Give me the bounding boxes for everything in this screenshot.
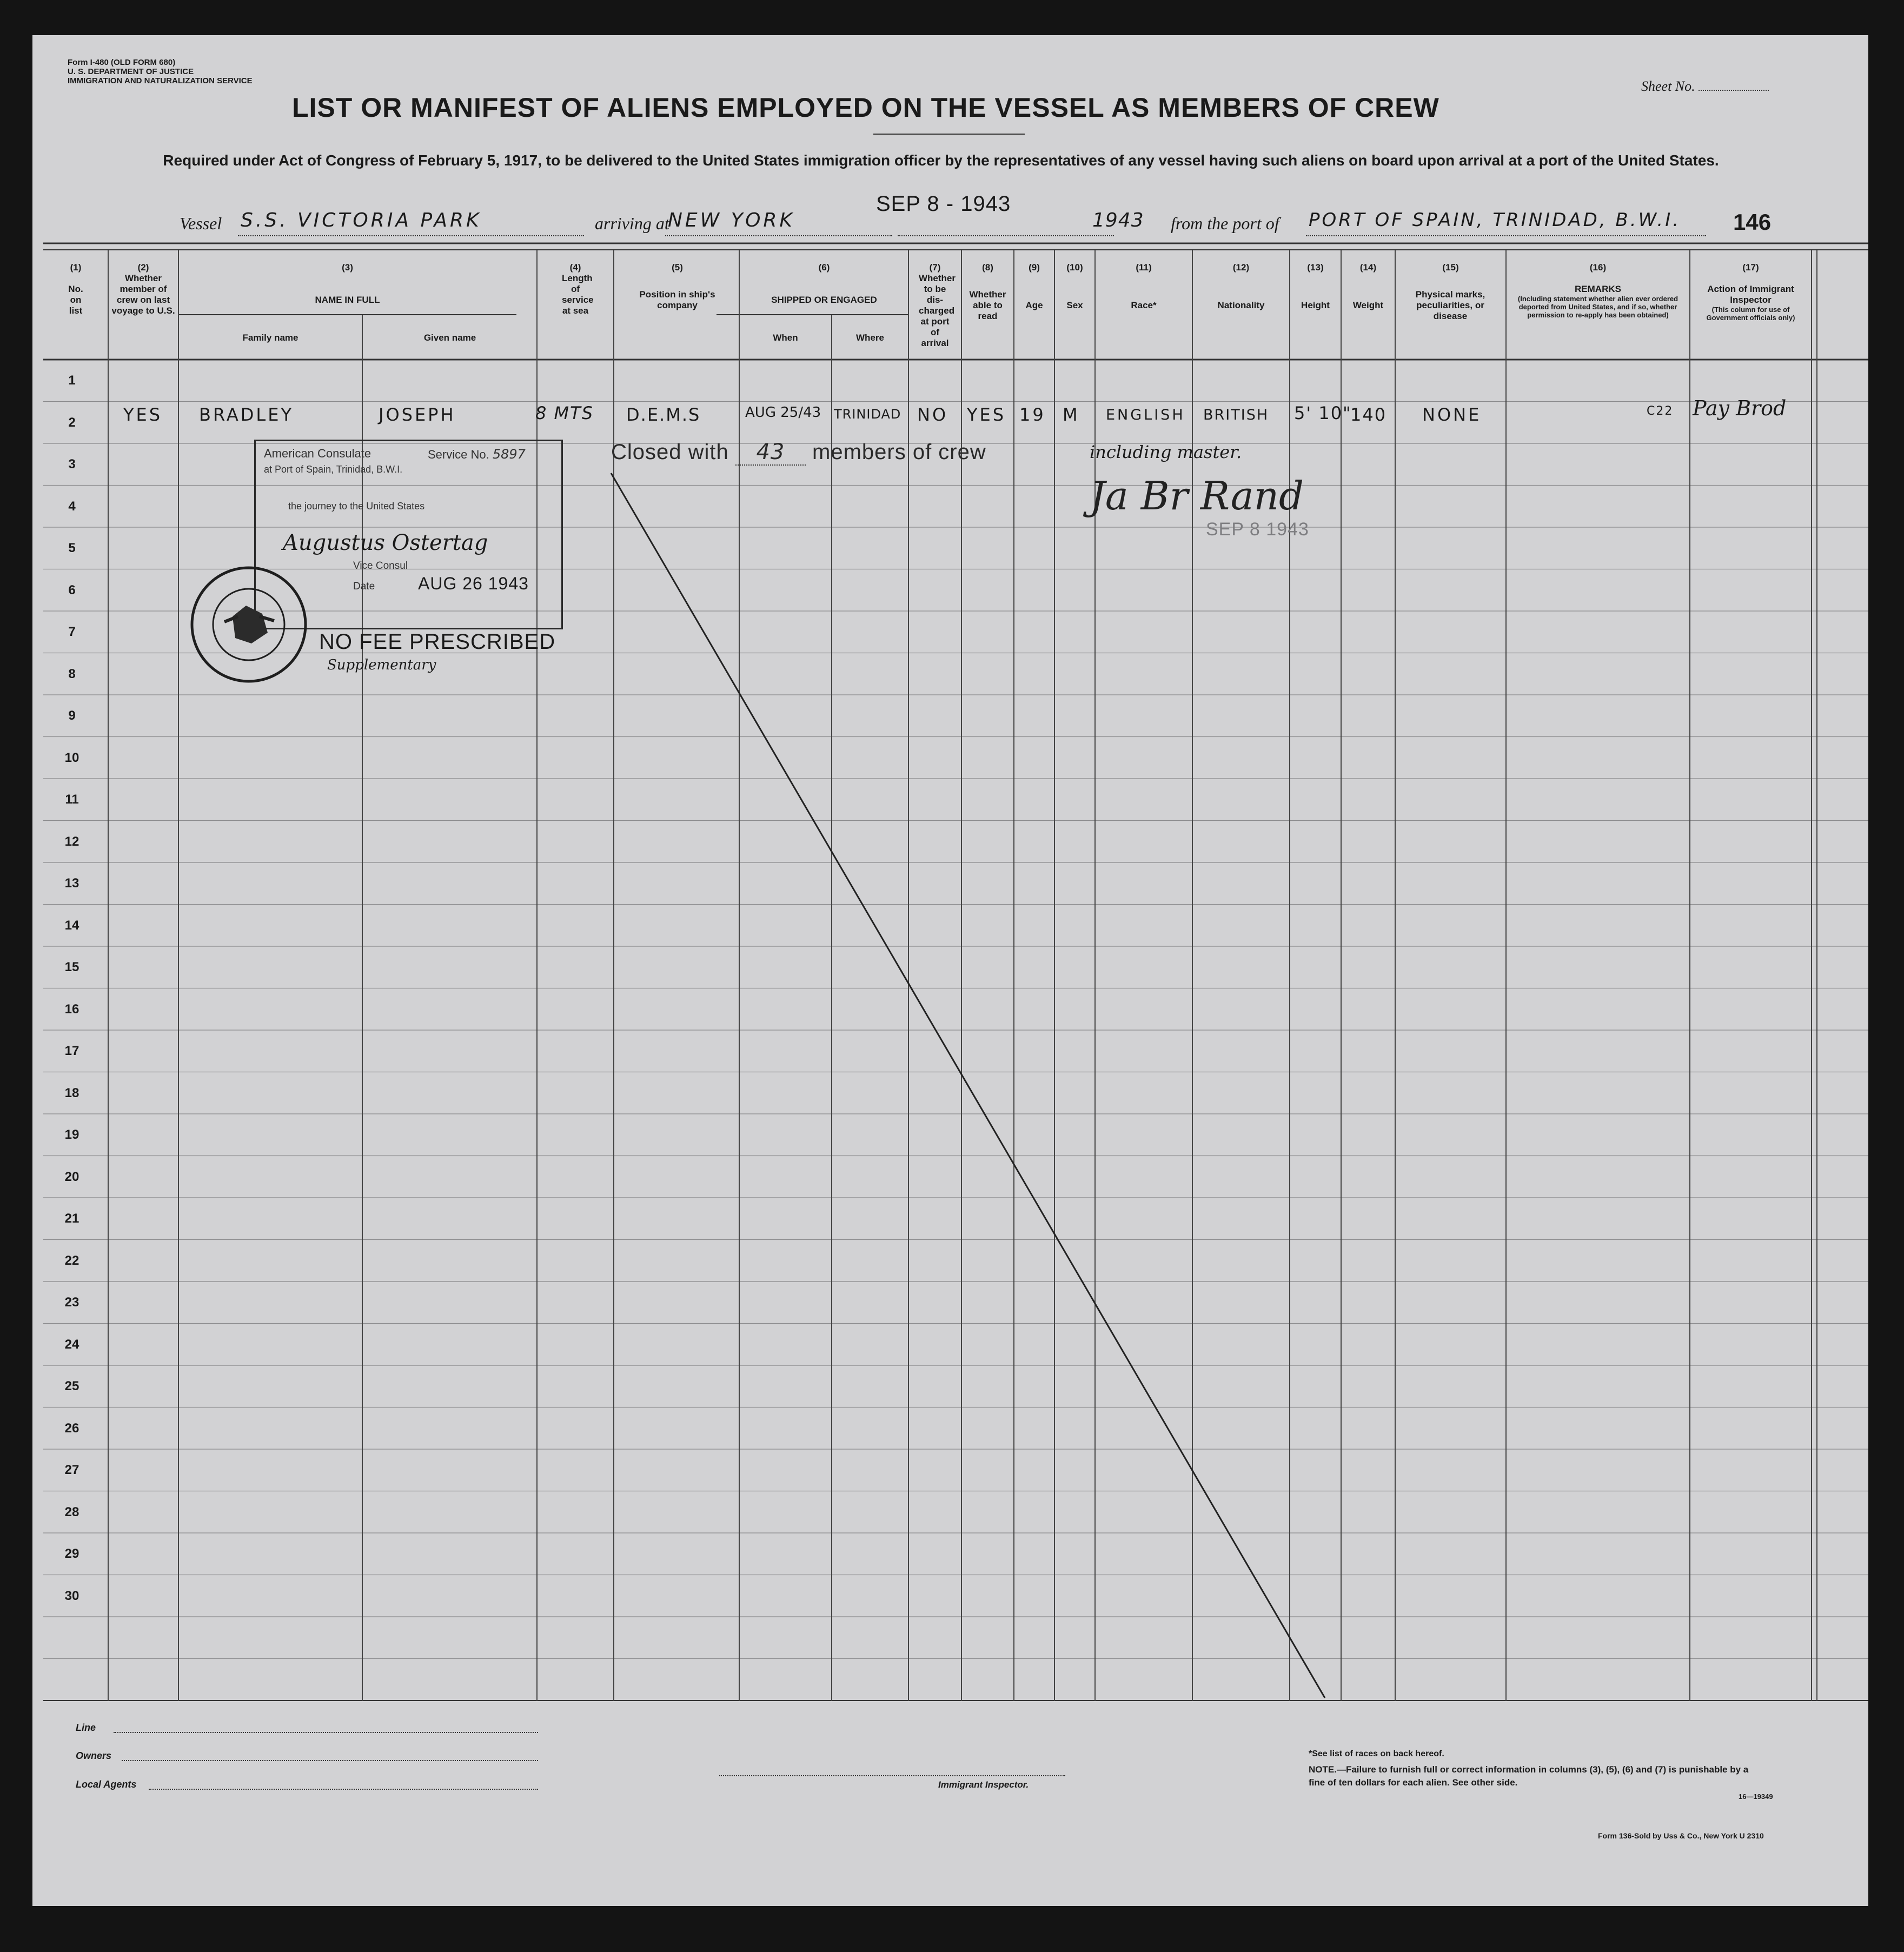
- from-port-value: PORT OF SPAIN, TRINIDAD, B.W.I.: [1309, 209, 1681, 231]
- consulate-seal: [187, 562, 311, 687]
- from-port-label: from the port of: [1171, 214, 1279, 233]
- arriving-at-value: NEW YORK: [668, 209, 795, 231]
- col-header-3a: Family name: [242, 333, 298, 343]
- col-header-13: (13) Height: [1301, 262, 1330, 310]
- owners-field: [122, 1760, 538, 1761]
- entry-remarks: C22: [1647, 404, 1674, 418]
- immigrant-inspector-label: Immigrant Inspector.: [938, 1780, 1029, 1790]
- owners-label: Owners: [76, 1750, 112, 1761]
- col-header-10: (10) Sex: [1066, 262, 1083, 310]
- sheet-number-label: Sheet No.: [1641, 78, 1695, 94]
- row-number: 23: [64, 1295, 79, 1310]
- row-number: 27: [64, 1463, 79, 1477]
- consulate-line2: at Port of Spain, Trinidad, B.W.I.: [264, 464, 403, 475]
- col-header-1: (1) No. on list: [68, 262, 83, 316]
- entry-shipped-when: AUG 25/43: [745, 404, 821, 421]
- closing-date-stamp: SEP 8 1943: [1206, 519, 1309, 540]
- vice-consul-title: Vice Consul: [353, 560, 408, 572]
- service-number: 5897: [492, 447, 526, 462]
- entry-family-name: BRADLEY: [199, 404, 294, 425]
- row-number: 3: [68, 457, 76, 472]
- row-number: 14: [64, 918, 79, 933]
- col-header-4: (4) Length of service at sea: [562, 262, 594, 316]
- row-number: 18: [64, 1085, 79, 1100]
- entry-last-voyage: YES: [123, 404, 163, 425]
- cancellation-line: [611, 473, 1325, 1698]
- col-header-8: (8) Whether able to read: [969, 262, 1006, 321]
- service-no-label: Service No. 5897: [428, 447, 526, 462]
- col-header-12: (12) Nationality: [1217, 262, 1265, 310]
- form-code: 16—19349: [1739, 1792, 1773, 1801]
- crew-count: 43: [735, 440, 806, 466]
- supplementary-note: Supplementary: [327, 657, 436, 673]
- form-number: Form I-480 (OLD FORM 680): [68, 58, 176, 67]
- entry-age: 19: [1019, 404, 1046, 425]
- arrival-date-stamp: SEP 8 - 1943: [876, 192, 1011, 216]
- row-number: 6: [68, 582, 76, 597]
- row-number: 4: [68, 499, 76, 514]
- col-header-16: (16) REMARKS (Including statement whether alien ever ordered deported from United States, and if so, whether permission to re-apply has been obtained): [1517, 262, 1679, 319]
- row-number: 9: [68, 708, 76, 723]
- row-number: 15: [64, 960, 79, 974]
- entry-given-name: JOSEPH: [379, 404, 456, 425]
- page-number: 146: [1733, 209, 1772, 235]
- col-header-17: (17) Action of Immigrant Inspector (This column for use of Government officials only): [1706, 262, 1795, 322]
- vessel-name: S.S. VICTORIA PARK: [241, 209, 482, 231]
- row-number: 12: [64, 834, 79, 849]
- entry-shipped-where: TRINIDAD: [834, 407, 901, 422]
- row-number: 5: [68, 541, 76, 555]
- vessel-label: Vessel: [180, 214, 222, 233]
- col-header-3b: Given name: [423, 333, 476, 343]
- consul-date-label: Date: [353, 581, 375, 592]
- year-value: 1943: [1092, 209, 1144, 231]
- closed-with-text: [611, 440, 986, 466]
- entry-position: D.E.M.S: [626, 404, 701, 425]
- col-header-6b: Where: [856, 333, 884, 343]
- consulate-line1: American Consulate: [264, 447, 371, 460]
- local-agents-label: Local Agents: [76, 1779, 137, 1790]
- consul-date: AUG 26 1943: [418, 574, 529, 593]
- row-number: 7: [68, 625, 76, 639]
- row-number: 13: [64, 876, 79, 891]
- row-number: 28: [64, 1504, 79, 1519]
- row-number: 1: [68, 373, 76, 388]
- closed-with-label: Closed with: [611, 440, 729, 464]
- col-header-11: (11) Race*: [1131, 262, 1157, 310]
- entry-sex: M: [1063, 404, 1080, 425]
- line-field: [114, 1732, 538, 1733]
- manifest-sheet: [32, 35, 1868, 1906]
- row-number: 26: [64, 1420, 79, 1436]
- service-name: IMMIGRATION AND NATURALIZATION SERVICE: [68, 76, 253, 85]
- members-label: members of crew: [812, 440, 986, 464]
- document-subtitle: Required under Act of Congress of February 5, 1917, to be delivered to the United States immigration officer by the representatives of any vessel having such aliens on board upon arrival at a port of the United States.: [163, 152, 1719, 169]
- col-header-9: (9) Age: [1025, 262, 1043, 310]
- row-number: 21: [64, 1211, 79, 1226]
- col-header-6: (6) SHIPPED OR ENGAGED: [771, 262, 877, 305]
- row-number: 11: [65, 792, 79, 807]
- inspector-field: [719, 1775, 1065, 1776]
- line-label: Line: [76, 1722, 96, 1733]
- col-header-7: (7) Whether to be dis-charged at port of arrival: [919, 262, 956, 348]
- penalty-note: NOTE.—Failure to furnish full or correct information in columns (3), (5), (6) and (7) is punishable by a fine of ten dollars for each alien. See other side.: [1309, 1764, 1749, 1788]
- document-title: LIST OR MANIFEST OF ALIENS EMPLOYED ON THE VESSEL AS MEMBERS OF CREW: [292, 92, 1439, 123]
- entry-race: ENGLISH: [1106, 407, 1185, 423]
- row-number: 22: [64, 1253, 79, 1268]
- entry-able-to-read: YES: [967, 404, 1006, 425]
- row-number: 29: [64, 1546, 79, 1561]
- row-number: 2: [68, 415, 76, 430]
- row-number: 17: [64, 1044, 79, 1058]
- closing-handwritten-note: including master.: [1090, 442, 1242, 462]
- row-number: 20: [64, 1169, 79, 1184]
- local-agents-field: [149, 1789, 538, 1790]
- entry-inspector-action: Pay Brod: [1693, 396, 1787, 420]
- vice-consul-signature: Augustus Ostertag: [283, 530, 488, 555]
- row-number: 30: [64, 1588, 79, 1603]
- printer-line: Form 136-Sold by Uss & Co., New York U 2310: [1598, 1831, 1764, 1840]
- races-note: *See list of races on back hereof.: [1309, 1749, 1444, 1758]
- entry-discharged: NO: [917, 404, 948, 425]
- row-number: 10: [64, 750, 79, 765]
- col-header-14: (14) Weight: [1352, 262, 1384, 310]
- entry-physical-marks: NONE: [1422, 404, 1482, 425]
- entry-weight: 140: [1350, 404, 1387, 425]
- entry-service-length: 8 MTS: [535, 403, 594, 423]
- row-number: 19: [64, 1127, 79, 1142]
- row-number: 24: [64, 1337, 79, 1352]
- row-number: 16: [64, 1001, 79, 1017]
- col-header-6a: When: [773, 333, 798, 343]
- col-header-3: (3) NAME IN FULL: [315, 262, 380, 305]
- no-fee-stamp: NO FEE PRESCRIBED: [319, 630, 556, 654]
- col-header-15: (15) Physical marks, peculiarities, or disease: [1415, 262, 1485, 321]
- department-name: U. S. DEPARTMENT OF JUSTICE: [68, 67, 194, 76]
- col-header-5: (5) Position in ship's company: [639, 262, 715, 310]
- inspector-signature: Ja Br Rand: [1090, 473, 1304, 519]
- consulate-line3: the journey to the United States: [288, 501, 425, 512]
- row-number: 8: [68, 666, 76, 681]
- entry-height: 5' 10": [1294, 403, 1352, 423]
- arriving-label: arriving at: [595, 214, 669, 233]
- col-header-2: (2) Whether member of crew on last voyage to U.S.: [111, 262, 175, 316]
- row-number: 25: [64, 1379, 79, 1393]
- entry-nationality: BRITISH: [1203, 407, 1269, 423]
